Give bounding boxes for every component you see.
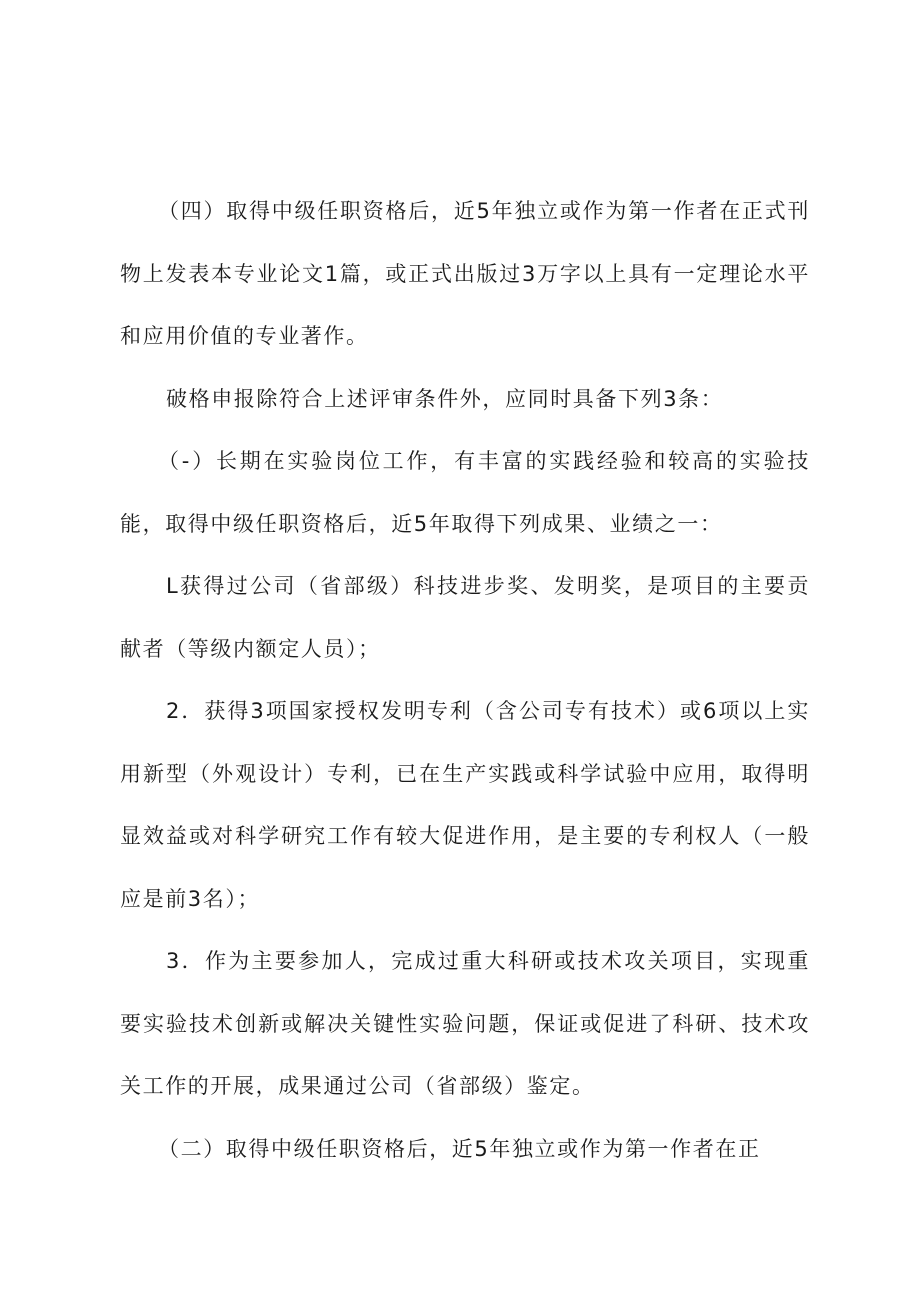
paragraph-experiment-post-requirement: （-）长期在实验岗位工作，有丰富的实践经验和较高的实验技能，取得中级任职资格后，近5年取得下列成果、业绩之一： [120, 449, 810, 536]
list-item-award: L获得过公司（省部级）科技进步奖、发明奖，是项目的主要贡献者（等级内额定人员）； [120, 574, 810, 661]
list-item-research-project: 3．作为主要参加人，完成过重大科研或技术攻关项目，实现重要实验技术创新或解决关键性实验问题，保证或促进了科研、技术攻关工作的开展，成果通过公司（省部级）鉴定。 [120, 949, 810, 1098]
document-body [120, 180, 810, 1180]
paragraph-exceptional-application-intro: 破格申报除符合上述评审条件外，应同时具备下列3条： [166, 386, 724, 411]
paragraph-publication-requirement: （四）取得中级任职资格后，近5年独立或作为第一作者在正式刊物上发表本专业论文1篇，或正式出版过3万字以上具有一定理论水平和应用价值的专业著作。 [120, 199, 810, 348]
paragraph-second-requirement: （二）取得中级任职资格后，近5年独立或作为第一作者在正 [158, 1136, 761, 1161]
list-item-patent: 2．获得3项国家授权发明专利（含公司专有技术）或6项以上实用新型（外观设计）专利，已在生产实践或科学试验中应用，取得明显效益或对科学研究工作有较大促进作用，是主要的专利权人（一般应是前3名）； [120, 699, 810, 911]
